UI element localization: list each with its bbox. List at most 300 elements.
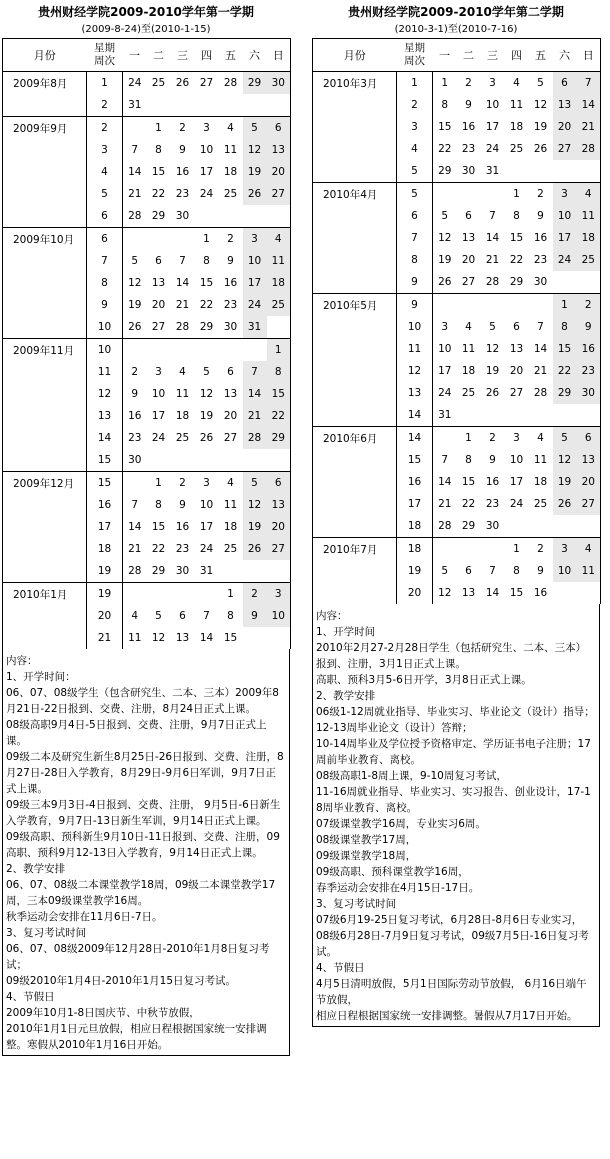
month-cell <box>3 294 87 316</box>
day-cell: 5 <box>243 472 267 495</box>
day-cell: 5 <box>155 610 162 622</box>
calendar-week-row <box>3 560 291 583</box>
day-cell <box>457 183 481 206</box>
day-cell: 15 <box>223 632 238 644</box>
month-cell <box>313 316 397 338</box>
day-cell <box>553 404 577 427</box>
day-cell: 18 <box>533 476 548 488</box>
day-cell: 28 <box>175 321 190 333</box>
day-cell <box>171 339 195 362</box>
day-cell: 12 <box>128 277 142 289</box>
week-number-cell: 8 <box>87 272 123 294</box>
day-cell: 3 <box>195 117 219 140</box>
day-cell <box>147 449 171 472</box>
day-cell: 15 <box>509 587 524 599</box>
day-cell: 7 <box>131 499 139 511</box>
day-cell: 17 <box>438 365 452 377</box>
calendar-week-row <box>3 294 291 316</box>
day-cell: 14 <box>243 383 267 405</box>
note-line: 1、开学时间： <box>6 671 76 683</box>
day-cell: 16 <box>461 121 476 133</box>
day-cell: 10 <box>438 343 452 355</box>
day-cell: 2 <box>131 366 139 378</box>
day-cell: 17 <box>199 521 214 533</box>
day-cell <box>577 582 601 604</box>
day-cell <box>123 583 147 606</box>
day-cell: 24 <box>199 543 214 555</box>
week-number-cell: 9 <box>397 271 433 294</box>
day-cell: 25 <box>461 387 476 399</box>
week-number-cell: 5 <box>87 183 123 205</box>
day-cell: 22 <box>151 543 166 555</box>
day-cell: 8 <box>155 144 162 156</box>
day-cell: 6 <box>267 117 291 140</box>
day-cell: 29 <box>438 165 452 177</box>
day-cell: 11 <box>223 144 238 156</box>
day-cell: 8 <box>267 361 291 383</box>
day-cell: 13 <box>461 232 476 244</box>
day-cell: 11 <box>128 632 142 644</box>
month-cell <box>313 249 397 271</box>
day-cell: 18 <box>175 410 190 422</box>
calendar-week-row <box>313 560 601 582</box>
note-line: 09级高职、预科新生9月10日-11日报到、交费、注册，09高职、预科9月12-13日入学教育，9月14日正式上课。 <box>6 831 280 859</box>
weekday-header: 二 <box>147 39 171 72</box>
day-cell: 12 <box>199 388 214 400</box>
day-cell: 15 <box>267 383 291 405</box>
day-cell <box>267 316 291 339</box>
day-cell: 25 <box>147 72 171 95</box>
note-line: 2010年2月27-2月28日学生（包括研究生、二本、三本）报到、注册，3月1日正式上课。 <box>316 642 587 670</box>
day-cell <box>267 94 291 117</box>
day-cell: 24 <box>151 432 166 444</box>
month-cell <box>313 227 397 249</box>
day-cell: 25 <box>533 498 548 510</box>
weekday-header: 二 <box>457 39 481 72</box>
day-cell: 13 <box>223 388 238 400</box>
day-cell: 13 <box>151 277 166 289</box>
day-cell: 5 <box>243 117 267 140</box>
day-cell: 1 <box>267 339 291 362</box>
day-cell: 1 <box>457 427 481 450</box>
month-cell <box>313 205 397 227</box>
calendar-week-row <box>3 383 291 405</box>
day-cell: 9 <box>537 565 544 577</box>
day-cell <box>171 94 195 117</box>
day-cell: 19 <box>438 254 452 266</box>
day-cell: 29 <box>243 72 267 95</box>
day-cell: 27 <box>577 493 601 515</box>
day-cell <box>433 294 457 317</box>
week-number-cell: 18 <box>87 538 123 560</box>
day-cell: 28 <box>438 520 452 532</box>
month-cell: 2009年10月 <box>3 228 87 251</box>
day-cell: 25 <box>509 143 524 155</box>
calendar-week-row <box>313 538 601 561</box>
day-cell: 2 <box>243 583 267 606</box>
day-cell <box>195 449 219 472</box>
semester-1-panel <box>2 0 290 1056</box>
weekday-header: 五 <box>219 39 243 72</box>
day-cell: 8 <box>441 99 449 111</box>
calendar-week-row <box>3 272 291 294</box>
calendar-week-row <box>3 117 291 140</box>
week-number-cell: 3 <box>397 116 433 138</box>
day-cell <box>123 228 147 251</box>
day-cell: 19 <box>533 121 548 133</box>
day-cell: 20 <box>223 410 238 422</box>
day-cell: 28 <box>243 427 267 449</box>
day-cell: 31 <box>199 565 214 577</box>
day-cell <box>267 449 291 472</box>
day-cell: 27 <box>223 432 238 444</box>
month-cell <box>3 272 87 294</box>
week-number-cell: 6 <box>87 205 123 228</box>
month-cell <box>313 582 397 604</box>
day-cell: 22 <box>151 188 166 200</box>
day-cell: 17 <box>553 227 577 249</box>
calendar-header-row <box>313 39 601 72</box>
note-line: 08级高职9月4日-5日报到、交费、注册，9月7日正式上课。 <box>6 719 267 747</box>
calendar-week-row <box>313 227 601 249</box>
note-line: 10-14周毕业及学位授予资格审定、学历证书电子注册；17周前毕业教育、离校。 <box>316 738 591 766</box>
day-cell: 12 <box>438 232 452 244</box>
day-cell: 12 <box>438 587 452 599</box>
day-cell: 3 <box>195 472 219 495</box>
month-cell <box>3 449 87 472</box>
weekday-header: 三 <box>481 39 505 72</box>
day-cell: 7 <box>489 565 496 577</box>
calendar-week-row <box>313 72 601 95</box>
week-number-cell: 5 <box>397 160 433 183</box>
calendar-week-row <box>313 138 601 160</box>
weekday-header: 日 <box>577 39 601 72</box>
day-cell: 1 <box>195 228 219 251</box>
day-cell: 15 <box>553 338 577 360</box>
day-cell <box>171 449 195 472</box>
day-cell <box>433 538 457 561</box>
day-cell: 30 <box>175 210 190 222</box>
day-cell: 26 <box>199 432 214 444</box>
day-cell <box>505 515 529 538</box>
day-cell: 2 <box>529 538 553 561</box>
week-number-cell: 11 <box>87 361 123 383</box>
calendar-week-row <box>3 405 291 427</box>
week-number-cell: 15 <box>87 472 123 495</box>
day-cell <box>481 404 505 427</box>
day-cell: 21 <box>577 116 601 138</box>
calendar-week-row <box>3 183 291 205</box>
day-cell <box>529 515 553 538</box>
day-cell: 3 <box>553 183 577 206</box>
day-cell: 10 <box>553 205 577 227</box>
week-header-line1: 星期 <box>94 42 115 54</box>
day-cell: 15 <box>199 277 214 289</box>
day-cell: 30 <box>533 276 548 288</box>
day-cell: 23 <box>128 432 142 444</box>
day-cell: 19 <box>553 471 577 493</box>
month-cell <box>3 250 87 272</box>
day-cell <box>505 294 529 317</box>
day-cell: 20 <box>509 365 524 377</box>
day-cell: 15 <box>438 121 452 133</box>
note-line: 11-16周就业指导、毕业实习、实习报告、创业设计，17-18周毕业教育、离校。 <box>316 786 591 814</box>
month-cell <box>3 627 87 649</box>
week-header-line2: 周次 <box>404 55 425 67</box>
day-cell <box>147 583 171 606</box>
day-cell: 27 <box>553 138 577 160</box>
calendar-week-row <box>3 72 291 95</box>
week-number-cell: 19 <box>397 560 433 582</box>
day-cell <box>219 449 243 472</box>
day-cell <box>219 94 243 117</box>
day-cell: 11 <box>223 499 238 511</box>
day-cell: 31 <box>128 99 142 111</box>
day-cell: 30 <box>485 520 500 532</box>
day-cell <box>243 449 267 472</box>
day-cell: 5 <box>131 255 139 267</box>
day-cell: 16 <box>175 521 190 533</box>
day-cell: 17 <box>151 410 166 422</box>
day-cell: 3 <box>441 321 449 333</box>
day-cell: 12 <box>151 632 166 644</box>
day-cell: 26 <box>553 493 577 515</box>
week-number-cell: 20 <box>397 582 433 604</box>
week-number-cell: 12 <box>87 383 123 405</box>
week-number-cell: 2 <box>87 94 123 117</box>
day-cell: 6 <box>227 366 234 378</box>
note-line: 08级高职1-8周上课，9-10周复习考试， <box>316 770 507 782</box>
day-cell: 28 <box>577 138 601 160</box>
day-cell: 4 <box>219 117 243 140</box>
day-cell: 16 <box>175 166 190 178</box>
week-number-cell: 13 <box>87 405 123 427</box>
month-cell <box>313 116 397 138</box>
note-line: 相应日程根据国家统一安排调整。暑假从7月17日开始。 <box>316 1010 578 1022</box>
month-cell <box>313 338 397 360</box>
day-cell: 29 <box>199 321 214 333</box>
day-cell: 10 <box>243 250 267 272</box>
day-cell: 7 <box>179 255 186 267</box>
day-cell: 14 <box>485 587 500 599</box>
note-line: 09级高职、预科课堂教学16周， <box>316 866 469 878</box>
day-cell: 20 <box>267 161 291 183</box>
day-cell: 21 <box>243 405 267 427</box>
note-line: 2009年10月1-8日国庆节、中秋节放假， <box>6 1007 200 1019</box>
month-cell <box>3 383 87 405</box>
day-cell: 29 <box>267 427 291 449</box>
day-cell: 18 <box>267 272 291 294</box>
week-number-cell: 15 <box>87 449 123 472</box>
day-cell: 25 <box>577 249 601 271</box>
week-number-cell: 2 <box>87 117 123 140</box>
calendar-week-row <box>3 205 291 228</box>
day-cell: 26 <box>243 538 267 560</box>
day-cell <box>505 160 529 183</box>
week-number-cell: 17 <box>397 493 433 515</box>
weekday-header: 三 <box>171 39 195 72</box>
day-cell: 5 <box>203 366 210 378</box>
calendar-week-row <box>313 382 601 404</box>
week-number-cell: 10 <box>87 339 123 362</box>
weekday-header: 日 <box>267 39 291 72</box>
calendar-week-row <box>3 361 291 383</box>
day-cell: 27 <box>509 387 524 399</box>
calendar-week-row <box>313 183 601 206</box>
day-cell: 28 <box>485 276 500 288</box>
day-cell: 14 <box>438 476 452 488</box>
day-cell <box>267 205 291 228</box>
day-cell <box>577 404 601 427</box>
day-cell: 9 <box>577 316 601 338</box>
month-cell <box>313 404 397 427</box>
calendar-week-row <box>3 472 291 495</box>
day-cell: 4 <box>465 321 472 333</box>
day-cell: 23 <box>533 254 548 266</box>
month-cell <box>3 161 87 183</box>
day-cell <box>481 294 505 317</box>
calendar-week-row <box>313 160 601 183</box>
day-cell: 10 <box>267 605 291 627</box>
day-cell <box>267 627 291 649</box>
day-cell: 4 <box>505 72 529 95</box>
calendar-week-row <box>3 516 291 538</box>
month-cell <box>3 605 87 627</box>
day-cell: 18 <box>223 166 238 178</box>
day-cell: 7 <box>203 610 210 622</box>
calendar-week-row <box>3 605 291 627</box>
day-cell: 21 <box>533 365 548 377</box>
month-cell: 2010年7月 <box>313 538 397 561</box>
day-cell: 13 <box>175 632 190 644</box>
month-cell: 2009年8月 <box>3 72 87 95</box>
day-cell: 13 <box>577 449 601 471</box>
day-cell: 24 <box>509 498 524 510</box>
day-cell: 4 <box>577 183 601 206</box>
day-cell <box>553 582 577 604</box>
week-column-header <box>397 39 433 72</box>
day-cell: 23 <box>223 299 238 311</box>
month-cell <box>313 515 397 538</box>
month-cell <box>3 316 87 339</box>
week-number-cell: 7 <box>87 250 123 272</box>
day-cell: 26 <box>171 72 195 95</box>
weekday-header: 一 <box>433 39 457 72</box>
calendar-week-row <box>313 205 601 227</box>
day-cell: 1 <box>505 538 529 561</box>
day-cell: 3 <box>505 427 529 450</box>
day-cell: 27 <box>267 538 291 560</box>
day-cell: 2 <box>577 294 601 317</box>
calendar-week-row <box>313 294 601 317</box>
calendar-week-row <box>3 250 291 272</box>
day-cell: 24 <box>199 188 214 200</box>
day-cell: 9 <box>179 144 186 156</box>
day-cell: 23 <box>175 543 190 555</box>
week-column-header <box>87 39 123 72</box>
day-cell <box>243 205 267 228</box>
calendar-week-row <box>313 582 601 604</box>
day-cell: 22 <box>199 299 214 311</box>
note-line: 09级二本及研究生新生8月25日-26日报到、交费、注册，8月27日-28日入学教育，8月29日-9月6日军训，9月7日正式上课。 <box>6 751 284 795</box>
day-cell: 22 <box>461 498 476 510</box>
day-cell: 9 <box>537 210 544 222</box>
week-number-cell: 19 <box>87 560 123 583</box>
calendar-week-row <box>3 139 291 161</box>
month-cell <box>313 449 397 471</box>
day-cell: 7 <box>577 72 601 95</box>
day-cell: 4 <box>219 472 243 495</box>
note-line: 06、07、08级二本课堂教学18周，09级二本课堂教学17周，三本09级课堂教学16周。 <box>6 879 276 907</box>
month-cell: 2009年12月 <box>3 472 87 495</box>
day-cell: 25 <box>223 543 238 555</box>
note-line: 内容： <box>316 610 348 622</box>
day-cell <box>147 339 171 362</box>
day-cell: 24 <box>438 387 452 399</box>
calendar-week-row <box>3 161 291 183</box>
calendar-week-row <box>3 538 291 560</box>
note-line: 3、复习考试时间 <box>6 927 87 939</box>
month-column-header: 月份 <box>3 39 87 72</box>
semester-title: 贵州财经学院2009-2010学年第一学期 <box>38 5 254 19</box>
day-cell: 30 <box>175 565 190 577</box>
week-number-cell: 4 <box>397 138 433 160</box>
month-column-header: 月份 <box>313 39 397 72</box>
day-cell: 11 <box>577 205 601 227</box>
month-cell <box>313 271 397 294</box>
day-cell: 7 <box>243 361 267 383</box>
day-cell: 26 <box>485 387 500 399</box>
weekday-header: 五 <box>529 39 553 72</box>
week-number-cell: 17 <box>87 516 123 538</box>
calendar-week-row <box>3 627 291 649</box>
day-cell: 9 <box>131 388 139 400</box>
calendar-week-row <box>313 338 601 360</box>
day-cell <box>195 205 219 228</box>
day-cell: 30 <box>267 72 291 95</box>
day-cell: 12 <box>553 449 577 471</box>
day-cell <box>219 339 243 362</box>
day-cell: 17 <box>199 166 214 178</box>
note-line: 06级1-12周就业指导、毕业实习、毕业论文（设计）指导；12-13周毕业论文（设计）答辩； <box>316 706 595 734</box>
month-cell <box>313 382 397 404</box>
day-cell: 1 <box>505 183 529 206</box>
day-cell: 31 <box>243 316 267 339</box>
day-cell: 9 <box>227 255 234 267</box>
day-cell: 10 <box>151 388 166 400</box>
calendar-week-row <box>313 515 601 538</box>
day-cell: 21 <box>128 543 142 555</box>
calendar-header-row <box>3 39 291 72</box>
day-cell: 17 <box>509 476 524 488</box>
calendar-week-row <box>3 583 291 606</box>
day-cell: 20 <box>151 299 166 311</box>
day-cell: 14 <box>199 632 214 644</box>
day-cell: 2 <box>171 117 195 140</box>
note-line: 08级课堂教学17周， <box>316 834 417 846</box>
day-cell <box>243 627 267 649</box>
note-line: 高职、预科3月5-6日开学，3月8日正式上课。 <box>316 674 532 686</box>
day-cell: 16 <box>533 587 548 599</box>
day-cell: 11 <box>577 560 601 582</box>
day-cell: 25 <box>175 432 190 444</box>
day-cell: 8 <box>513 565 520 577</box>
day-cell: 21 <box>175 299 190 311</box>
semester-2-panel <box>312 0 600 1027</box>
day-cell: 10 <box>199 144 214 156</box>
day-cell <box>457 404 481 427</box>
weekday-header: 四 <box>195 39 219 72</box>
